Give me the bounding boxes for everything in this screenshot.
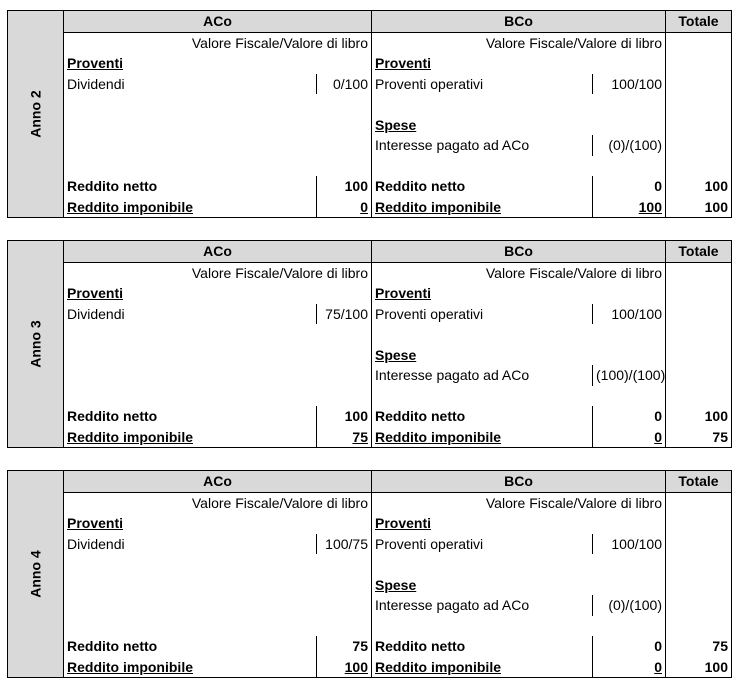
- bco-reddito-imponibile-label: Reddito imponibile: [372, 197, 593, 218]
- header-totale: Totale: [666, 11, 732, 33]
- bco-reddito-imponibile-value: 100: [593, 197, 666, 218]
- year-table-anno-4: [7, 470, 731, 678]
- totale-empty: [666, 513, 732, 534]
- totale-empty: [666, 324, 732, 345]
- totale-empty: [666, 575, 732, 596]
- header-bco: BCo: [372, 11, 666, 33]
- bco-reddito-netto-value: 0: [593, 636, 666, 657]
- aco-reddito-imponibile-label: Reddito imponibile: [64, 427, 317, 448]
- totale-empty: [666, 304, 732, 325]
- header-aco: ACo: [64, 471, 372, 493]
- totale-empty: [666, 94, 732, 115]
- totale-empty: [666, 616, 732, 637]
- bco-proventi-operativi-value: 100/100: [593, 74, 666, 95]
- year-label: Anno 3: [27, 320, 44, 368]
- totale-empty: [666, 74, 732, 95]
- bco-proventi-operativi-value: 100/100: [593, 534, 666, 555]
- bco-spese-heading: Spese: [372, 345, 666, 366]
- aco-reddito-netto-value: 100: [317, 406, 372, 427]
- header-bco: BCo: [372, 241, 666, 263]
- aco-empty: [64, 115, 372, 136]
- header-bco: BCo: [372, 471, 666, 493]
- year-label-cell: [8, 241, 64, 448]
- bco-empty: [372, 386, 666, 407]
- bco-interesse-label: Interesse pagato ad ACo: [372, 135, 593, 156]
- bco-reddito-netto-label: Reddito netto: [372, 176, 593, 197]
- aco-reddito-netto-label: Reddito netto: [64, 406, 317, 427]
- aco-empty: [64, 365, 372, 386]
- bco-reddito-netto-value: 0: [593, 406, 666, 427]
- aco-dividendi-value: 75/100: [317, 304, 372, 325]
- aco-valore-header: Valore Fiscale/Valore di libro: [64, 492, 372, 513]
- bco-interesse-label: Interesse pagato ad ACo: [372, 365, 593, 386]
- aco-empty: [64, 595, 372, 616]
- aco-valore-header: Valore Fiscale/Valore di libro: [64, 262, 372, 283]
- aco-reddito-netto-label: Reddito netto: [64, 176, 317, 197]
- aco-reddito-imponibile-value: 100: [317, 657, 372, 678]
- year-table-anno-2: [7, 10, 731, 218]
- bco-empty: [372, 324, 666, 345]
- bco-reddito-imponibile-label: Reddito imponibile: [372, 657, 593, 678]
- totale-empty: [666, 345, 732, 366]
- aco-empty: [64, 554, 372, 575]
- bco-interesse-value: (0)/(100): [593, 595, 666, 616]
- bco-empty: [372, 616, 666, 637]
- aco-dividendi-label: Dividendi: [64, 74, 317, 95]
- totale-reddito-netto-value: 100: [666, 176, 732, 197]
- aco-valore-header: Valore Fiscale/Valore di libro: [64, 32, 372, 53]
- aco-empty: [64, 345, 372, 366]
- year-table-anno-3: [7, 240, 731, 448]
- year-label-cell: [8, 471, 64, 678]
- bco-valore-header: Valore Fiscale/Valore di libro: [372, 32, 666, 53]
- bco-reddito-netto-label: Reddito netto: [372, 636, 593, 657]
- year-label: Anno 4: [27, 550, 44, 598]
- bco-reddito-netto-value: 0: [593, 176, 666, 197]
- aco-dividendi-label: Dividendi: [64, 304, 317, 325]
- totale-empty: [666, 595, 732, 616]
- year-label: Anno 2: [27, 90, 44, 138]
- bco-reddito-netto-label: Reddito netto: [372, 406, 593, 427]
- totale-empty: [666, 365, 732, 386]
- bco-spese-heading: Spese: [372, 115, 666, 136]
- aco-proventi-heading: Proventi: [64, 283, 372, 304]
- header-aco: ACo: [64, 11, 372, 33]
- bco-empty: [372, 554, 666, 575]
- header-aco: ACo: [64, 241, 372, 263]
- aco-empty: [64, 135, 372, 156]
- totale-empty: [666, 534, 732, 555]
- aco-reddito-imponibile-value: 75: [317, 427, 372, 448]
- totale-empty: [666, 115, 732, 136]
- bco-interesse-value: (100)/(100): [593, 365, 666, 386]
- bco-proventi-heading: Proventi: [372, 283, 666, 304]
- bco-reddito-imponibile-label: Reddito imponibile: [372, 427, 593, 448]
- bco-empty: [372, 94, 666, 115]
- aco-empty: [64, 386, 372, 407]
- aco-empty: [64, 156, 372, 177]
- aco-reddito-netto-value: 100: [317, 176, 372, 197]
- aco-proventi-heading: Proventi: [64, 53, 372, 74]
- aco-reddito-imponibile-value: 0: [317, 197, 372, 218]
- header-totale: Totale: [666, 241, 732, 263]
- header-totale: Totale: [666, 471, 732, 493]
- totale-empty: [666, 53, 732, 74]
- bco-valore-header: Valore Fiscale/Valore di libro: [372, 262, 666, 283]
- bco-proventi-operativi-label: Proventi operativi: [372, 304, 593, 325]
- aco-reddito-netto-value: 75: [317, 636, 372, 657]
- aco-dividendi-value: 0/100: [317, 74, 372, 95]
- totale-empty: [666, 386, 732, 407]
- totale-empty: [666, 492, 732, 513]
- aco-dividendi-value: 100/75: [317, 534, 372, 555]
- aco-reddito-netto-label: Reddito netto: [64, 636, 317, 657]
- totale-empty: [666, 554, 732, 575]
- bco-reddito-imponibile-value: 0: [593, 427, 666, 448]
- aco-reddito-imponibile-label: Reddito imponibile: [64, 197, 317, 218]
- aco-empty: [64, 575, 372, 596]
- bco-spese-heading: Spese: [372, 575, 666, 596]
- totale-reddito-imponibile-value: 100: [666, 197, 732, 218]
- bco-proventi-heading: Proventi: [372, 513, 666, 534]
- aco-empty: [64, 94, 372, 115]
- aco-reddito-imponibile-label: Reddito imponibile: [64, 657, 317, 678]
- aco-proventi-heading: Proventi: [64, 513, 372, 534]
- totale-empty: [666, 32, 732, 53]
- bco-interesse-label: Interesse pagato ad ACo: [372, 595, 593, 616]
- totale-empty: [666, 262, 732, 283]
- totale-reddito-netto-value: 75: [666, 636, 732, 657]
- totale-empty: [666, 135, 732, 156]
- totale-empty: [666, 156, 732, 177]
- bco-valore-header: Valore Fiscale/Valore di libro: [372, 492, 666, 513]
- totale-empty: [666, 283, 732, 304]
- totale-reddito-netto-value: 100: [666, 406, 732, 427]
- bco-proventi-operativi-label: Proventi operativi: [372, 534, 593, 555]
- totale-reddito-imponibile-value: 100: [666, 657, 732, 678]
- aco-dividendi-label: Dividendi: [64, 534, 317, 555]
- totale-reddito-imponibile-value: 75: [666, 427, 732, 448]
- year-label-cell: [8, 11, 64, 218]
- aco-empty: [64, 616, 372, 637]
- bco-reddito-imponibile-value: 0: [593, 657, 666, 678]
- bco-proventi-operativi-label: Proventi operativi: [372, 74, 593, 95]
- bco-proventi-operativi-value: 100/100: [593, 304, 666, 325]
- aco-empty: [64, 324, 372, 345]
- bco-proventi-heading: Proventi: [372, 53, 666, 74]
- bco-interesse-value: (0)/(100): [593, 135, 666, 156]
- bco-empty: [372, 156, 666, 177]
